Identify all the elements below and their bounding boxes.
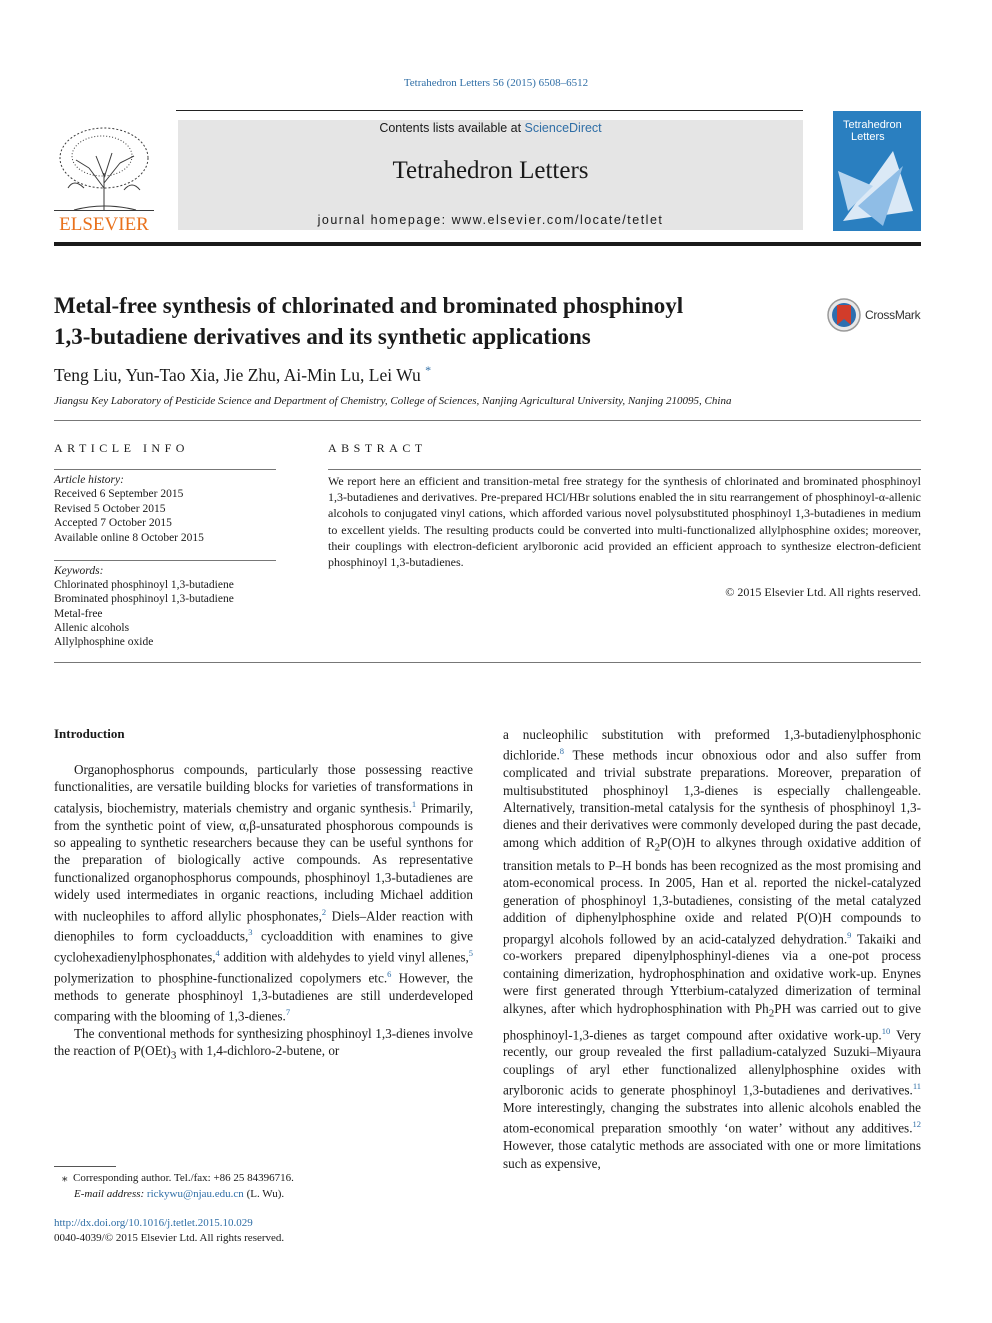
body-column-right [503, 726, 921, 1172]
cover-title-line1: Tetrahedron [843, 119, 902, 131]
citation-ref-11[interactable]: 11 [912, 1081, 921, 1092]
article-info-heading: ARTICLE INFO [54, 441, 189, 455]
history-online: Available online 8 October 2015 [54, 531, 204, 544]
citation-ref-9[interactable]: 9 [847, 929, 852, 940]
abstract-copyright: © 2015 Elsevier Ltd. All rights reserved. [725, 585, 921, 599]
affiliation-rule [54, 420, 921, 421]
body-text: However, the methods to generate phosphinoyl 1,3-butadienes are still underdeveloped comparing with the blooming of 1,3-dienes. [54, 970, 473, 1024]
homepage-prefix: journal homepage: [317, 213, 452, 227]
keyword-item: Allenic alcohols [54, 621, 130, 634]
journal-citation[interactable]: Tetrahedron Letters 56 (2015) 6508–6512 [403, 77, 589, 89]
body-text: The conventional methods for synthesizing phosphinoyl 1,3-dienes involve the reaction of P(OEt) [54, 1026, 473, 1059]
elsevier-wordmark: ELSEVIER [59, 214, 149, 234]
abstract-rule [328, 469, 921, 470]
body-text: Primarily, from the synthetic point of view, α,β-unsaturated phosphorous compounds is so appealing to synthetic researchers because they can be useful synthons for the preparation of biologically active compounds. As representative functionalized organophosphorus compounds, phosphinoyl 1,3-butadienes are widely used intermediates in organic reactions, including Michael addition with nucleophiles to afford allylic phosphonates, [54, 800, 473, 924]
homepage-line [178, 213, 803, 227]
corresponding-author-mark[interactable]: * [425, 363, 432, 377]
body-text: a nucleophilic substitution with preformed 1,3-butadienylphosphonic dichloride. [503, 727, 921, 763]
citation-ref-1[interactable]: 1 [411, 798, 417, 809]
journal-title: Tetrahedron Letters [392, 157, 589, 184]
history-revised: Revised 5 October 2015 [54, 502, 166, 515]
header-rule [176, 110, 803, 111]
cover-title-line2: Letters [851, 131, 885, 143]
body-text: P(O)H to alkynes through oxidative addition of transition metals to P–H bonds has been recognized as the most promising and atom-economical process. In 2005, Han et al. reported the nickel-catalyzed generation of phosphinoyl 1,3-butadienes, consisting of the metal catalyzed addition of diphenylphosphine oxide and related P(O)H compounds to propargyl alcohols followed by an acid-catalyzed dehydration. [503, 834, 921, 946]
introduction-heading: Introduction [54, 726, 125, 741]
body-text: polymerization to phosphine-functionalized copolymers etc. [54, 970, 388, 986]
article-title-line2: 1,3-butadiene derivatives and its synthetic applications [54, 324, 591, 349]
citation-ref-12[interactable]: 12 [912, 1119, 921, 1130]
keyword-item: Brominated phosphinoyl 1,3-butadiene [54, 593, 234, 606]
article-info-rule [54, 469, 276, 470]
sciencedirect-link[interactable]: ScienceDirect [524, 121, 602, 135]
subscript: 3 [170, 1050, 177, 1063]
body-text: Diels–Alder reaction with dienophiles to form cycloadducts, [54, 908, 473, 944]
keyword-item: Metal-free [54, 607, 103, 620]
body-text: Organophosphorus compounds, particularly those possessing reactive functionalities, are versatile building blocks for varieties of transformations in catalysis, biochemistry, materials chemistry and organic synthesis. [54, 762, 473, 816]
citation-ref-5[interactable]: 5 [468, 948, 473, 959]
abstract-text: We report here an efficient and transition-metal free strategy for the synthesis of chlorinated and brominated phosphinoyl 1,3-butadienes and derivatives. Pre-prepared HCl/HBr solutions enabled the in situ rearrangement of phosphinoyl-α-allenic alcohols to conjugated vinyl cations, which afforded various novel polysubstituted phosphinoyl 1,3-butadienes in medium to excellent yields. The resulting products could be converted into multi-functionalized allylphosphine oxides; moreover, their couplings with electron-deficient arylboronic acid provided an efficient approach to synthesize electron-deficient phosphinoyl 1,3-butadienes. [328, 474, 921, 570]
history-label: Article history: [54, 474, 124, 486]
authors-text: Teng Liu, Yun-Tao Xia, Jie Zhu, Ai-Min Lu, Lei Wu [54, 364, 421, 385]
intro-paragraph-1 [54, 761, 473, 1025]
doi-block [54, 1216, 284, 1245]
contents-line [178, 121, 803, 135]
journal-cover[interactable] [833, 111, 921, 231]
email-link[interactable]: rickywu@njau.edu.cn [146, 1188, 244, 1200]
footnote-rule [54, 1166, 116, 1167]
keywords-rule [54, 560, 276, 561]
crossmark-badge[interactable] [826, 297, 926, 333]
doi-link[interactable]: http://dx.doi.org/10.1016/j.tetlet.2015.10.029 [54, 1217, 253, 1229]
footnote-email [54, 1186, 473, 1202]
article-history [54, 473, 276, 545]
subscript: 2 [768, 1007, 775, 1020]
body-text: cycloaddition with enamines to give cyclohexadienylphosphonates, [54, 928, 473, 965]
footnote-corresponding-text: Corresponding author. Tel./fax: +86 25 84396716. [73, 1172, 294, 1184]
cover-thumbnail-icon [833, 111, 921, 231]
body-text: with 1,4-dichloro-2-butene, or [176, 1043, 340, 1059]
elsevier-logo[interactable] [54, 118, 154, 234]
body-text: Takaiki and co-workers prepared dipenylphosphinyl-dienes via a one-pot process containing dimerization, hydrophosphination and oxidative work-up. Enynes were first generated through Ytterbium-catalyzed dimerization of terminal alkynes, after which hydrophosphination with Ph [503, 930, 921, 1016]
body-text: However, those catalytic methods are associated with one or more limitations such as expensive, [503, 1138, 921, 1171]
body-text: These methods incur obnoxious odor and also suffer from complicated and trivial substrate preparations. Moreover, preparation of multisubstituted phosphinoyl 1,3-dienes is especially challengeable. Alternatively, transition-metal catalysis for the synthesis of phosphinoyl 1,3-dienes and their derivatives were commonly developed during the past decade, among which addition of R [503, 747, 921, 850]
keyword-item: Allylphosphine oxide [54, 636, 154, 649]
citation-ref-4[interactable]: 4 [215, 948, 220, 959]
abstract-heading: ABSTRACT [328, 441, 427, 455]
citation-ref-2[interactable]: 2 [321, 906, 327, 917]
email-suffix: (L. Wu). [243, 1188, 285, 1200]
citation-ref-8[interactable]: 8 [559, 746, 565, 757]
body-text: Very recently, our group revealed the first palladium-catalyzed Suzuki–Miyaura couplings of aryl ether functionalized allenylphosphine oxides with arylboronic acids to generate phosphinoyl 1,3-butadienes and derivatives. [503, 1026, 921, 1098]
author-list [54, 363, 431, 386]
homepage-link[interactable]: www.elsevier.com/locate/tetlet [451, 213, 664, 227]
history-received: Received 6 September 2015 [54, 488, 184, 501]
crossmark-icon [826, 297, 862, 333]
keywords-label: Keywords: [54, 565, 104, 577]
intro-paragraph-2-cont [503, 726, 921, 1172]
keywords [54, 564, 276, 649]
footnote-mark: ⁎ [62, 1172, 68, 1184]
intro-paragraph-2 [54, 1025, 473, 1065]
body-column-left [54, 761, 473, 1065]
citation-ref-10[interactable]: 10 [881, 1025, 891, 1036]
crossmark-label: CrossMark [865, 308, 921, 322]
elsevier-tree-icon [54, 118, 154, 234]
citation-ref-7[interactable]: 7 [285, 1007, 291, 1018]
affiliation: Jiangsu Key Laboratory of Pesticide Science and Department of Chemistry, College of Sciences, Nanjing Agricultural University, Nanjing 210095, China [54, 395, 732, 407]
citation-ref-3[interactable]: 3 [248, 927, 253, 938]
header-thick-rule [54, 242, 921, 246]
article-title [54, 290, 814, 352]
email-label: E-mail address: [74, 1188, 147, 1200]
issn-line: 0040-4039/© 2015 Elsevier Ltd. All rights reserved. [54, 1231, 285, 1244]
keyword-item: Chlorinated phosphinoyl 1,3-butadiene [54, 579, 234, 592]
article-title-line1: Metal-free synthesis of chlorinated and brominated phosphinoyl [54, 293, 684, 318]
body-text: addition with aldehydes to yield vinyl allenes, [219, 949, 469, 965]
body-text: More interestingly, changing the substrates into allenic alcohols enabled the atom-economical preparation smoothly ‘on water’ without any additives. [503, 1099, 921, 1136]
contents-prefix: Contents lists available at [379, 121, 525, 135]
body-text: PH was carried out to give phosphinoyl-1,3-dienes as target compound after oxidative work-up. [503, 1000, 921, 1042]
footnote-corresponding [54, 1170, 473, 1186]
history-accepted: Accepted 7 October 2015 [54, 517, 172, 530]
subscript: 2 [654, 841, 661, 854]
footnote [54, 1170, 473, 1202]
front-matter-rule [54, 662, 921, 663]
citation-ref-6[interactable]: 6 [387, 969, 392, 980]
